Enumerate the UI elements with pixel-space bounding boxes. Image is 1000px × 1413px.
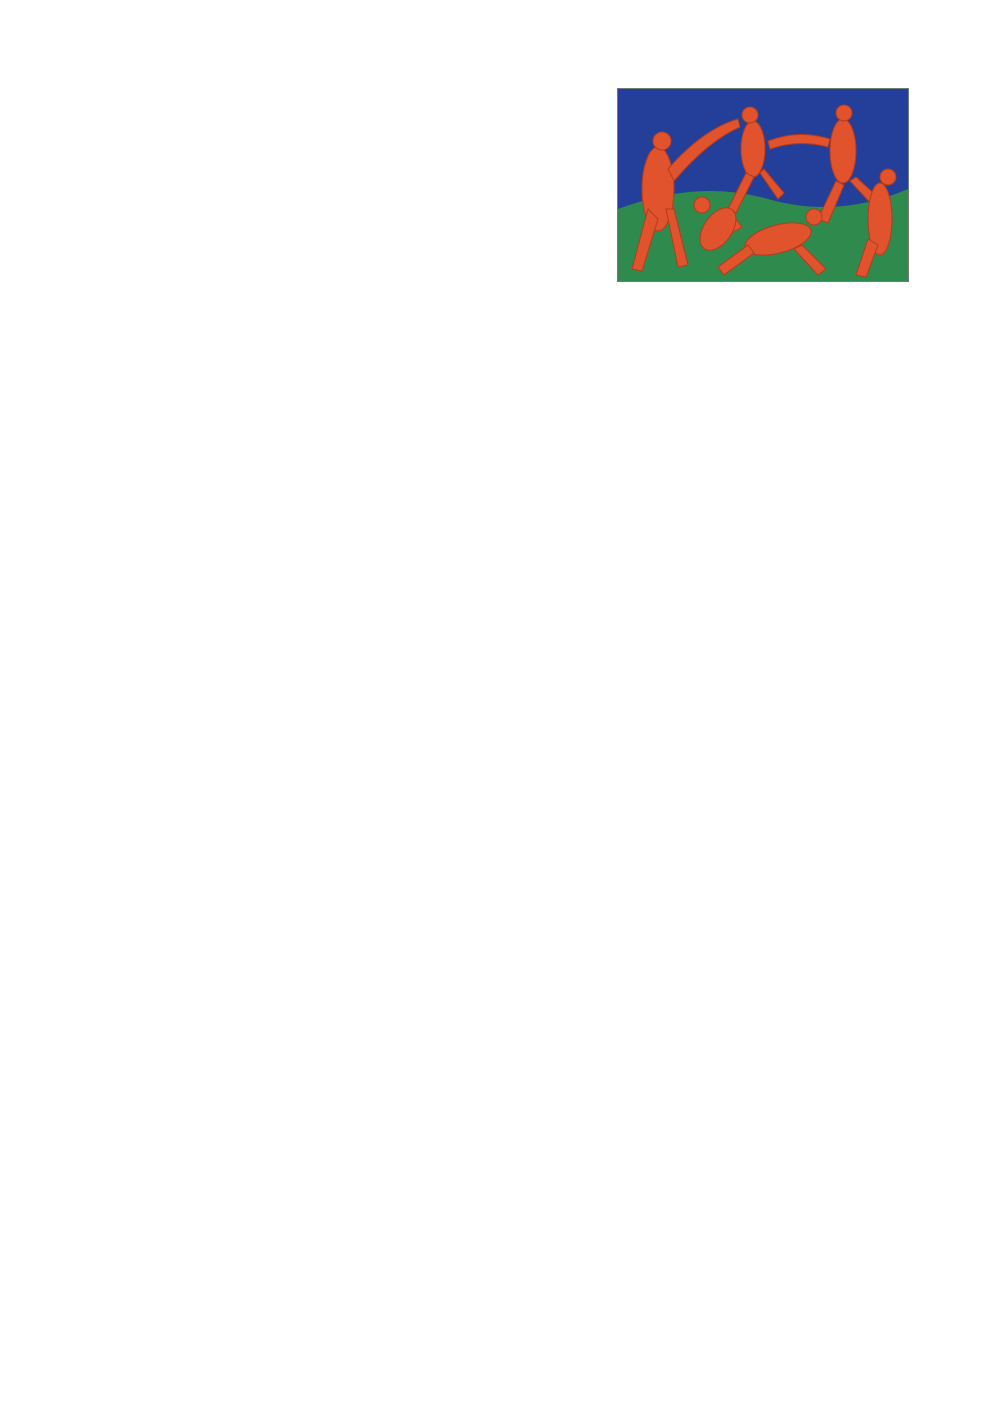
- matisse-dance-painting-icon: [617, 88, 909, 282]
- worksheet: [90, 70, 909, 290]
